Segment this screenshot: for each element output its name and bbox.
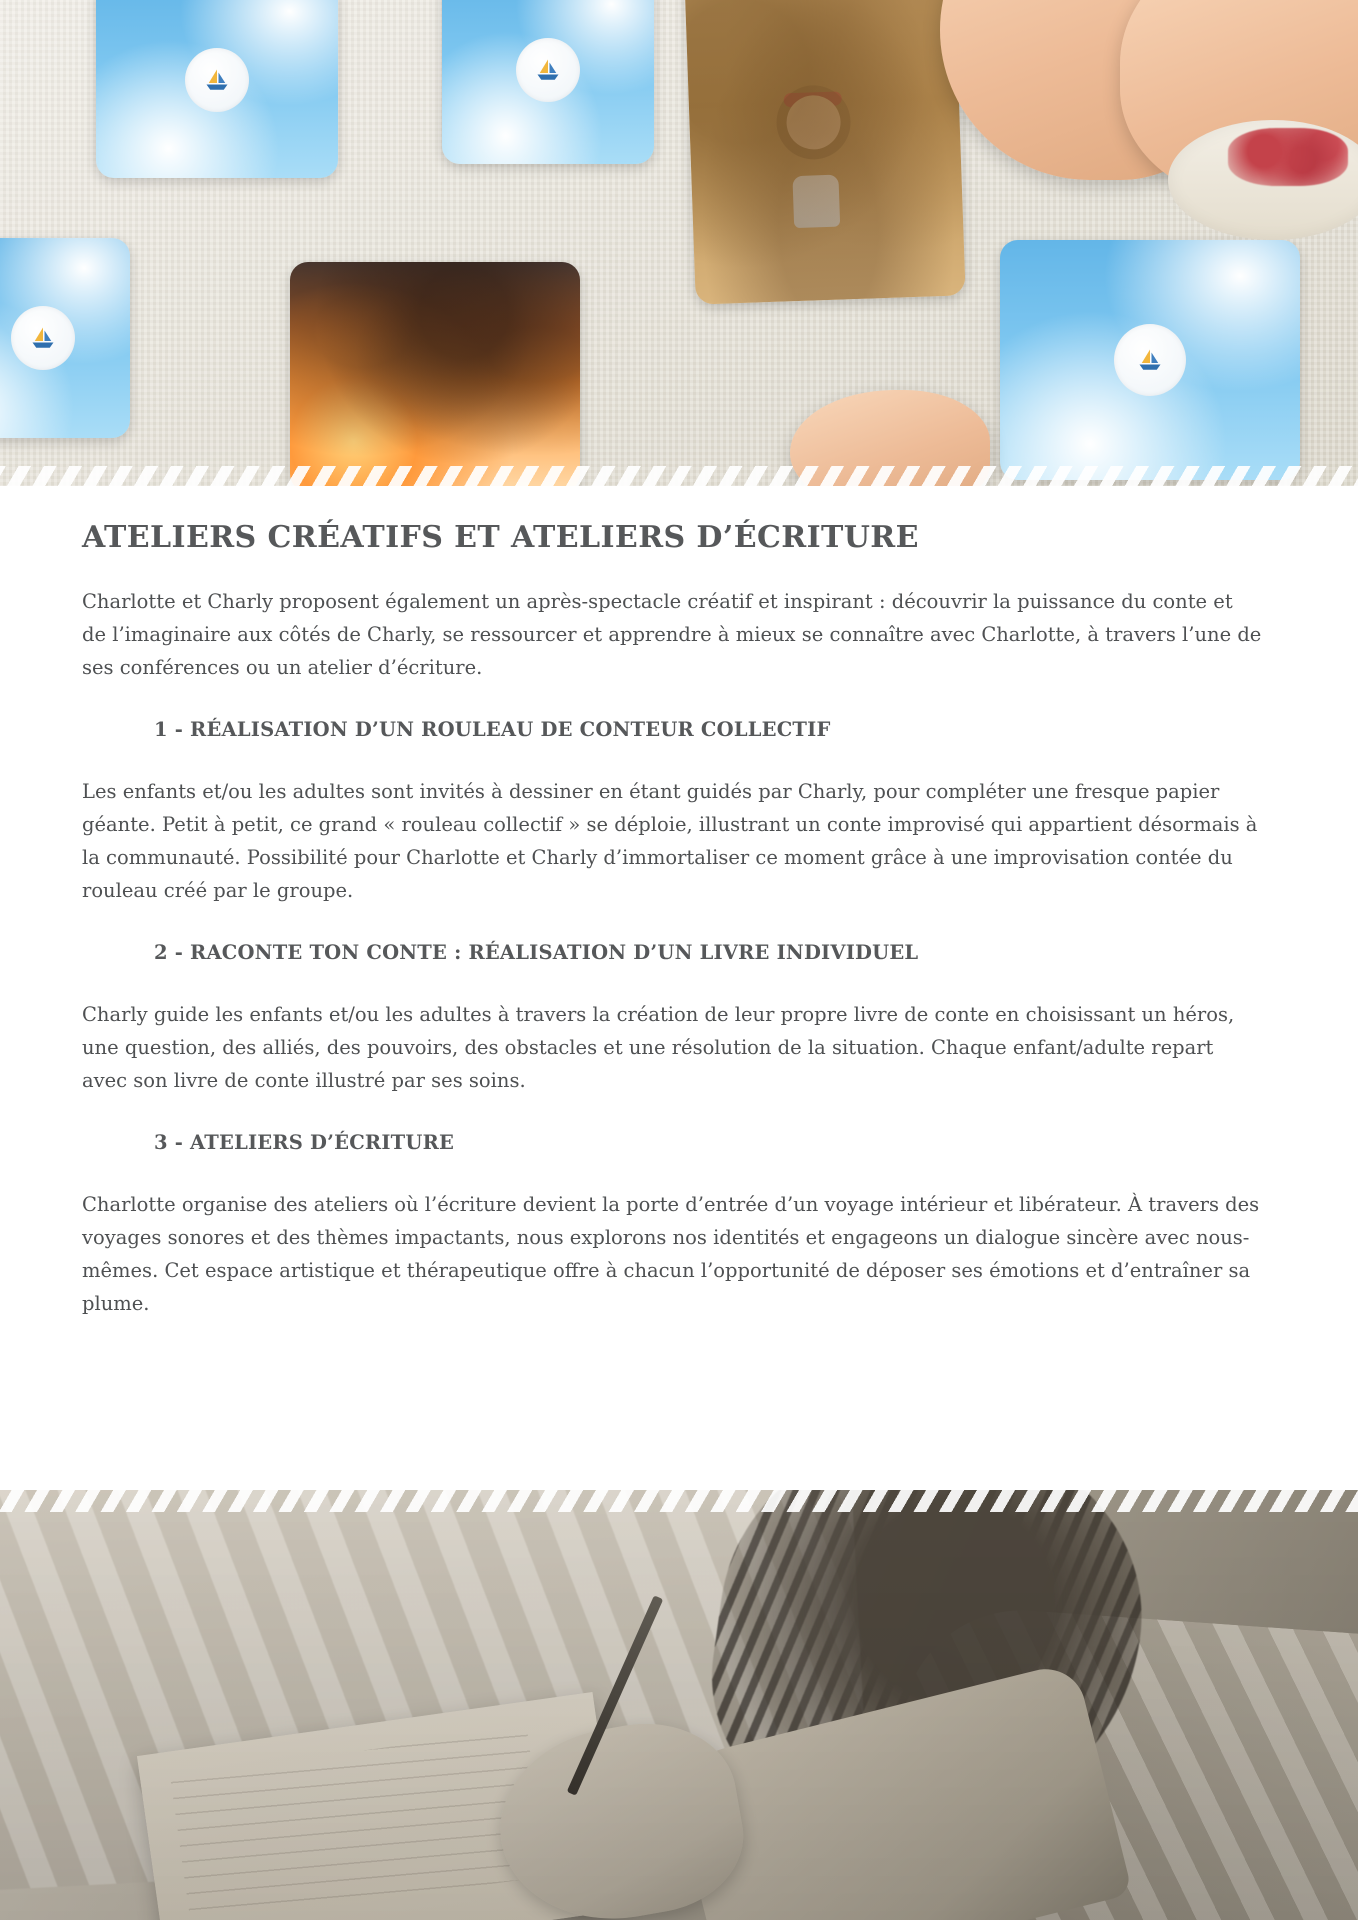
bottom-photo-band xyxy=(0,1478,1358,1920)
section-heading-2: 2 - RACONTE TON CONTE : RÉALISATION D’UN LIVRE INDIVIDUEL xyxy=(154,941,919,964)
character-headband xyxy=(784,91,842,107)
card-sky-boat-2 xyxy=(442,0,654,164)
card-sky-boat-4 xyxy=(1000,240,1300,480)
section-body-2: Charly guide les enfants et/ou les adultes à travers la création de leur propre livre de conte en choisissant un héros, une question, des alliés, des pouvoirs, des obstacles et une résolution de la situation. Chaque enfant/adulte repart avec son livre de conte illustré par ses soins. xyxy=(82,1003,1235,1092)
sepia-overlay xyxy=(0,1478,1358,1920)
character-head xyxy=(786,94,842,150)
berries xyxy=(1228,128,1348,186)
content-section xyxy=(0,520,1358,1354)
section-heading-3: 3 - ATELIERS D’ÉCRITURE xyxy=(154,1131,455,1154)
card-sky-boat-1 xyxy=(96,0,338,178)
sailboat-icon xyxy=(28,323,58,353)
card-sky-boat-3 xyxy=(0,238,130,438)
section-body-1: Les enfants et/ou les adultes sont invités à dessiner en étant guidés par Charly, pour compléter une fresque papier géante. Petit à petit, ce grand « rouleau collectif » se déploie, illustrant un conte improvisé qui appartient désormais à la communauté. Possibilité pour Charlotte et Charly d’immortaliser ce moment grâce à une improvisation contée du rouleau créé par le groupe. xyxy=(82,780,1258,902)
torn-edge-mask-top xyxy=(0,1478,1358,1490)
top-photo-image xyxy=(0,0,1358,500)
top-photo-band xyxy=(0,0,1358,500)
section-heading-1: 1 - RÉALISATION D’UN ROULEAU DE CONTEUR COLLECTIF xyxy=(154,718,831,741)
character-body xyxy=(793,175,841,229)
bottom-photo-image xyxy=(0,1478,1358,1920)
sailboat-icon xyxy=(202,65,232,95)
intro-paragraph: Charlotte et Charly proposent également un après-spectacle créatif et inspirant : découvrir la puissance du conte et de l’imaginaire aux côtés de Charly, se ressourcer et apprendre à mieux se connaître avec Charlotte, à travers l’une de ses conférences ou un atelier d’écriture. xyxy=(82,590,1262,679)
page-title: ATELIERS CRÉATIFS ET ATELIERS D’ÉCRITURE xyxy=(82,520,919,555)
card-sunset xyxy=(290,262,580,492)
card-held-by-hand xyxy=(684,0,965,305)
torn-edge-mask xyxy=(0,486,1358,500)
sailboat-icon xyxy=(533,55,563,85)
section-body-3: Charlotte organise des ateliers où l’écriture devient la porte d’entrée d’un voyage intérieur et libérateur. À travers des voyages sonores et des thèmes impactants, nous explorons nos identités et engageons un dialogue sincère avec nous-mêmes. Cet espace artistique et thérapeutique offre à chacun l’opportunité de déposer ses émotions et d’entraîner sa plume. xyxy=(82,1193,1260,1315)
sailboat-icon xyxy=(1135,345,1165,375)
